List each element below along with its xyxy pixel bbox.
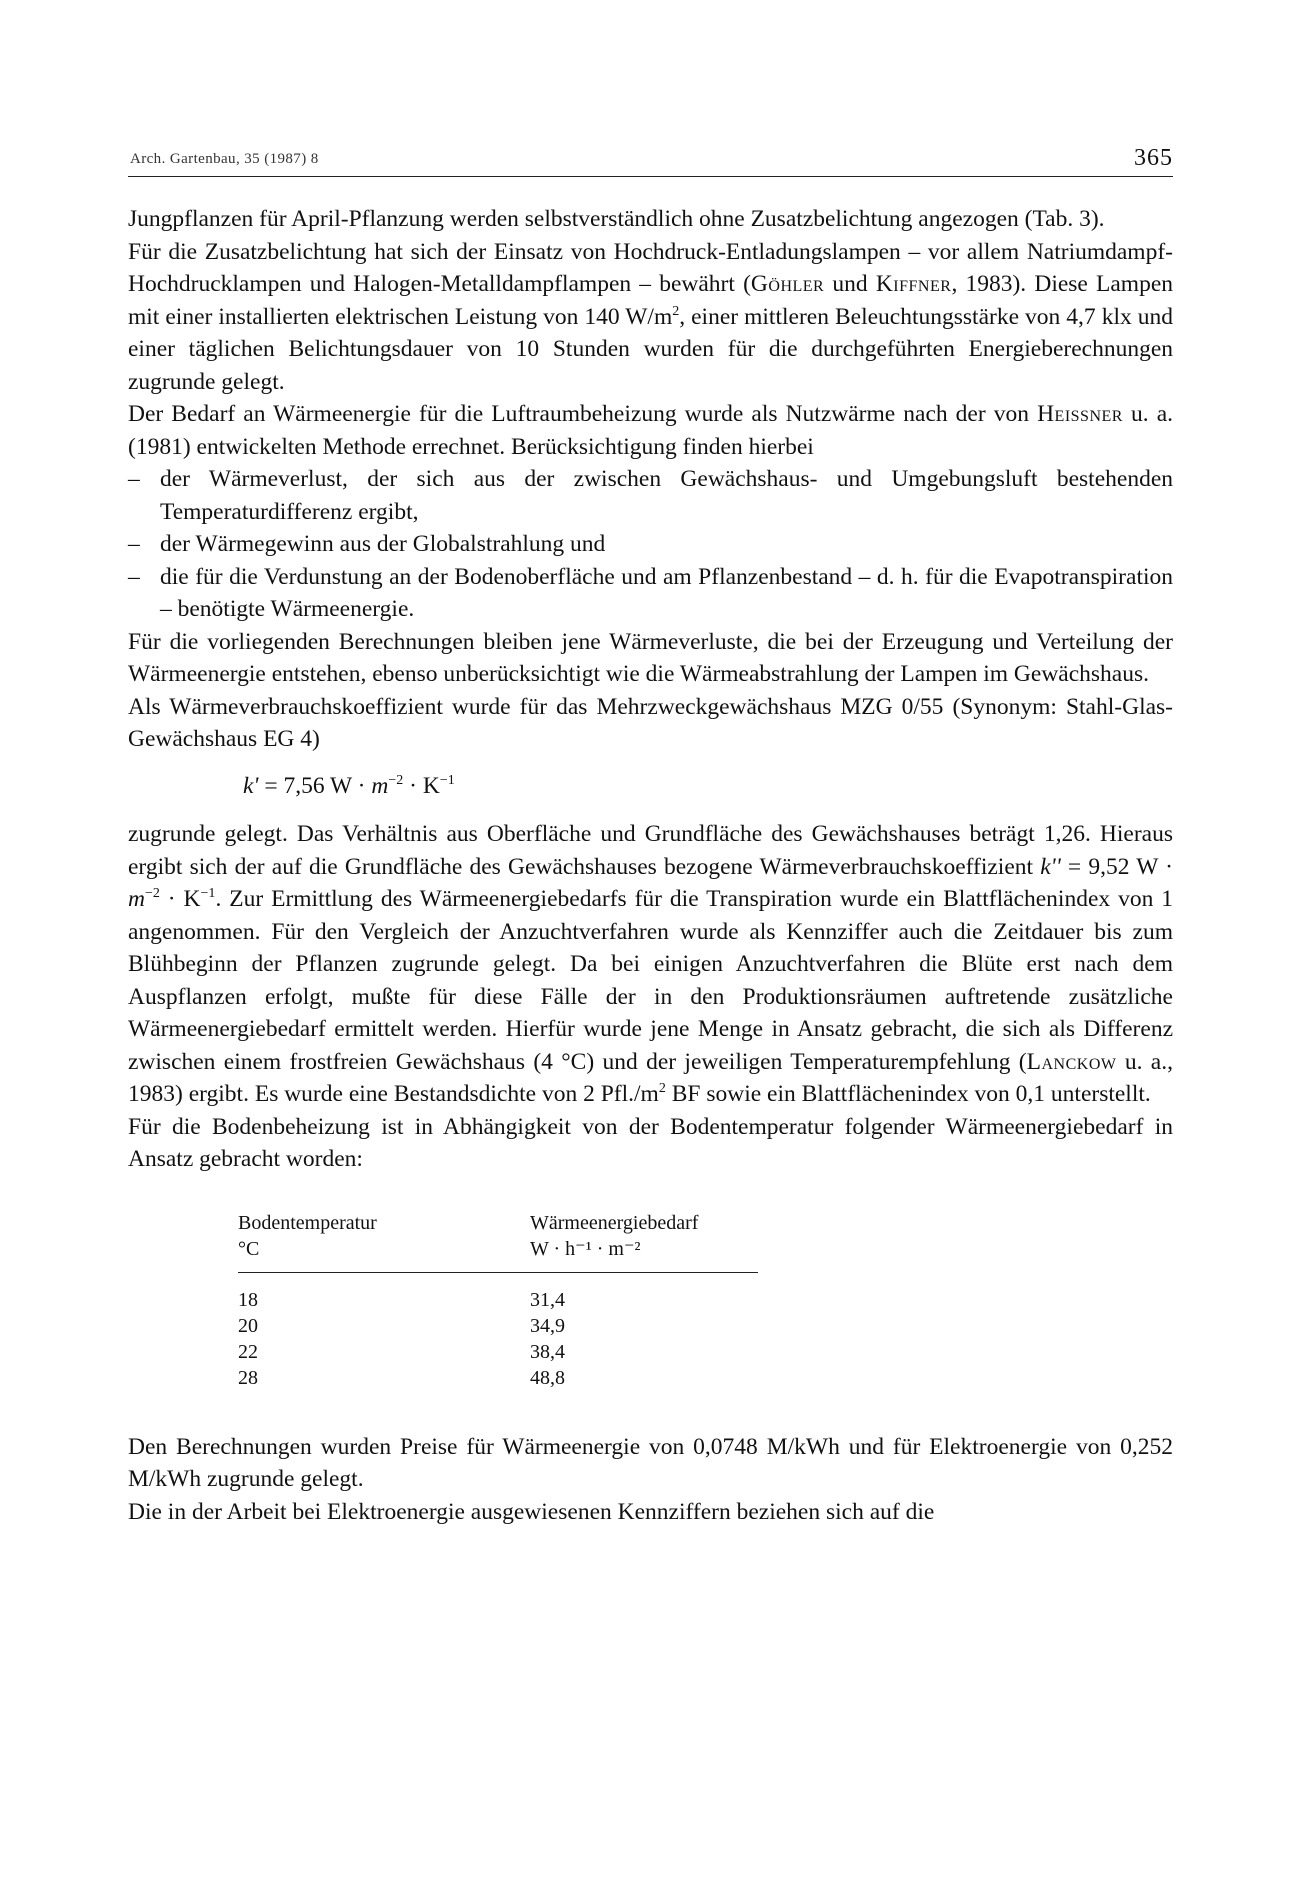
paragraph-text: = 9,52 W · — [1060, 853, 1173, 880]
paragraph — [128, 398, 1173, 463]
superscript: −1 — [439, 772, 455, 788]
table-row — [238, 1287, 758, 1313]
column-unit: °C — [238, 1237, 260, 1260]
body-text — [128, 203, 1173, 1528]
page-number: 365 — [1134, 145, 1173, 171]
paragraph — [128, 236, 1173, 399]
paragraph-text: und — [824, 271, 876, 297]
superscript: −2 — [388, 772, 404, 788]
list-item — [128, 463, 1173, 528]
table-body — [238, 1273, 1173, 1391]
paragraph-text: Jungpflanzen für April-Pflanzung werden selbstverständlich ohne Zusatzbelichtung angezogen (Tab. 3). — [128, 206, 1105, 232]
table-row — [238, 1313, 758, 1339]
list-dash: – — [128, 531, 140, 557]
table-header-cell — [530, 1210, 758, 1262]
table-row — [238, 1365, 758, 1391]
table-cell: 22 — [238, 1340, 258, 1363]
list-item-text: die für die Verdunstung an der Bodenoberfläche und am Pflanzenbestand – d. h. für die Evapotranspiration – benötigte Wärmeenergie. — [160, 563, 1173, 622]
superscript: 2 — [672, 303, 680, 319]
list-dash: – — [128, 466, 140, 492]
table-cell: 20 — [238, 1314, 258, 1337]
column-header-energy: Wärmeenergiebedarf — [530, 1211, 699, 1234]
paragraph-text: , 1983). Diese Lampen mit einer installierten elektrischen Leistung von 140 W/m — [128, 271, 1174, 330]
heat-demand-table — [238, 1210, 1173, 1391]
table-header — [238, 1210, 758, 1273]
list-item-text: der Wärmeverlust, der sich aus der zwischen Gewächshaus- und Umgebungsluft bestehenden Temperaturdifferenz ergibt, — [160, 466, 1173, 525]
paragraph-text: u. a. (1981) entwickelten Methode errechnet. Berücksichtigung finden hierbei — [128, 401, 1174, 460]
list-item-text: der Wärmegewinn aus der Globalstrahlung und — [160, 531, 606, 557]
superscript: −1 — [200, 886, 216, 901]
list-item — [128, 561, 1173, 626]
superscript: −2 — [144, 886, 160, 901]
author-name: Kiffner — [875, 271, 952, 297]
running-header — [128, 146, 1173, 177]
formula-variable: m — [128, 886, 145, 912]
table-cell: 48,8 — [530, 1366, 565, 1389]
paragraph-text: Als Wärmeverbrauchskoeffizient wurde für das Mehrzweckgewächshaus MZG 0/55 (Synonym: Stahl-Glas-Gewächshaus EG 4) — [128, 693, 1173, 752]
table-cell: 38,4 — [530, 1340, 565, 1363]
formula-variable: k' — [243, 772, 259, 799]
paragraph — [128, 626, 1173, 691]
paragraph-text: Für die Zusatzbelichtung hat sich der Einsatz von Hochdruck-Entladungslampen – vor allem Natriumdampf-Hochdrucklampen und Halogen-Metalldampflampen – bewährt ( — [128, 238, 1173, 297]
paragraph-text: · K — [159, 886, 201, 912]
paragraph — [128, 1111, 1173, 1176]
formula-variable: k'' — [1040, 853, 1061, 880]
paragraph-text: u. a., 1983) ergibt. Es wurde eine Bestandsdichte von 2 Pfl./m — [128, 1048, 1173, 1107]
table-cell: 31,4 — [530, 1288, 565, 1311]
formula-variable: m — [371, 772, 389, 799]
paragraph-text: Den Berechnungen wurden Preise für Wärmeenergie von 0,0748 M/kWh und für Elektroenergie von 0,252 M/kWh zugrunde gelegt. — [128, 1433, 1173, 1492]
paragraph-text: Der Bedarf an Wärmeenergie für die Luftraumbeheizung wurde als Nutzwärme nach der von — [128, 401, 1038, 427]
table-cell: 34,9 — [530, 1314, 565, 1337]
journal-citation: Arch. Gartenbau, 35 (1987) 8 — [130, 151, 319, 167]
superscript: 2 — [658, 1081, 666, 1096]
paragraph-text: , einer mittleren Beleuchtungsstärke von 4,7 klx und einer täglichen Belichtungsdauer von 10 Stunden wurden für die durchgeführten Energieberechnungen zugrunde gelegt. — [128, 303, 1173, 395]
formula-text: = 7,56 W · — [258, 772, 372, 799]
paragraph-text: BF sowie ein Blattflächenindex von 0,1 unterstellt. — [665, 1081, 1151, 1107]
formula-text: · K — [403, 772, 440, 799]
paragraph — [128, 1431, 1173, 1496]
list-item — [128, 528, 1173, 561]
paragraph — [128, 1496, 1173, 1529]
paragraph-text: Die in der Arbeit bei Elektroenergie ausgewiesenen Kennziffern beziehen sich auf die — [128, 1498, 935, 1525]
paragraph-text: zugrunde gelegt. Das Verhältnis aus Oberfläche und Grundfläche des Gewächshauses beträgt 1,26. Hieraus ergibt sich der auf die Grundfläche des Gewächshauses bezogene Wärmeverbrauchskoeffizient — [128, 821, 1173, 880]
table-cell: 18 — [238, 1288, 258, 1311]
formula — [243, 770, 1173, 803]
paragraph-text: Für die vorliegenden Berechnungen bleiben jene Wärmeverluste, die bei der Erzeugung und Verteilung der Wärmeenergie entstehen, ebenso unberücksichtigt wie die Wärmeabstrahlung der Lampen im Gewächshaus. — [128, 628, 1173, 687]
author-name: Göhler — [750, 271, 825, 297]
author-name: Lanckow — [1026, 1048, 1117, 1075]
table-row — [238, 1339, 758, 1365]
table-cell: 28 — [238, 1366, 258, 1389]
paragraph-text: . Zur Ermittlung des Wärmeenergiebedarfs für die Transpiration wurde ein Blattflächenindex von 1 angenommen. Für den Vergleich der Anzuchtverfahren wurde als Kennziffer auch die Zeitdauer bis zum Blühbeginn der Pflanzen zugrunde gelegt. Da bei einigen Anzuchtverfahren die Blüte erst nach dem Auspflanzen erfolgt, mußte für diese Fälle der in den Produktionsräumen auftretende zusätzliche Wärmeenergiebedarf ermittelt werden. Hierfür wurde jene Menge in Ansatz gebracht, die sich als Differenz zwischen einem frostfreien Gewächshaus (4 °C) und der jeweiligen Temperaturempfehlung ( — [128, 886, 1173, 1075]
column-unit: W · h⁻¹ · m⁻² — [530, 1237, 641, 1260]
author-name: Heissner — [1037, 401, 1123, 427]
paragraph-text: Für die Bodenbeheizung ist in Abhängigkeit von der Bodentemperatur folgender Wärmeenergiebedarf in Ansatz gebracht worden: — [128, 1113, 1173, 1172]
column-header-temperature: Bodentemperatur — [238, 1211, 377, 1234]
paragraph — [128, 203, 1173, 236]
list-dash: – — [128, 563, 140, 590]
table-header-cell — [238, 1210, 530, 1262]
paragraph — [128, 691, 1173, 756]
paragraph — [128, 818, 1173, 1111]
